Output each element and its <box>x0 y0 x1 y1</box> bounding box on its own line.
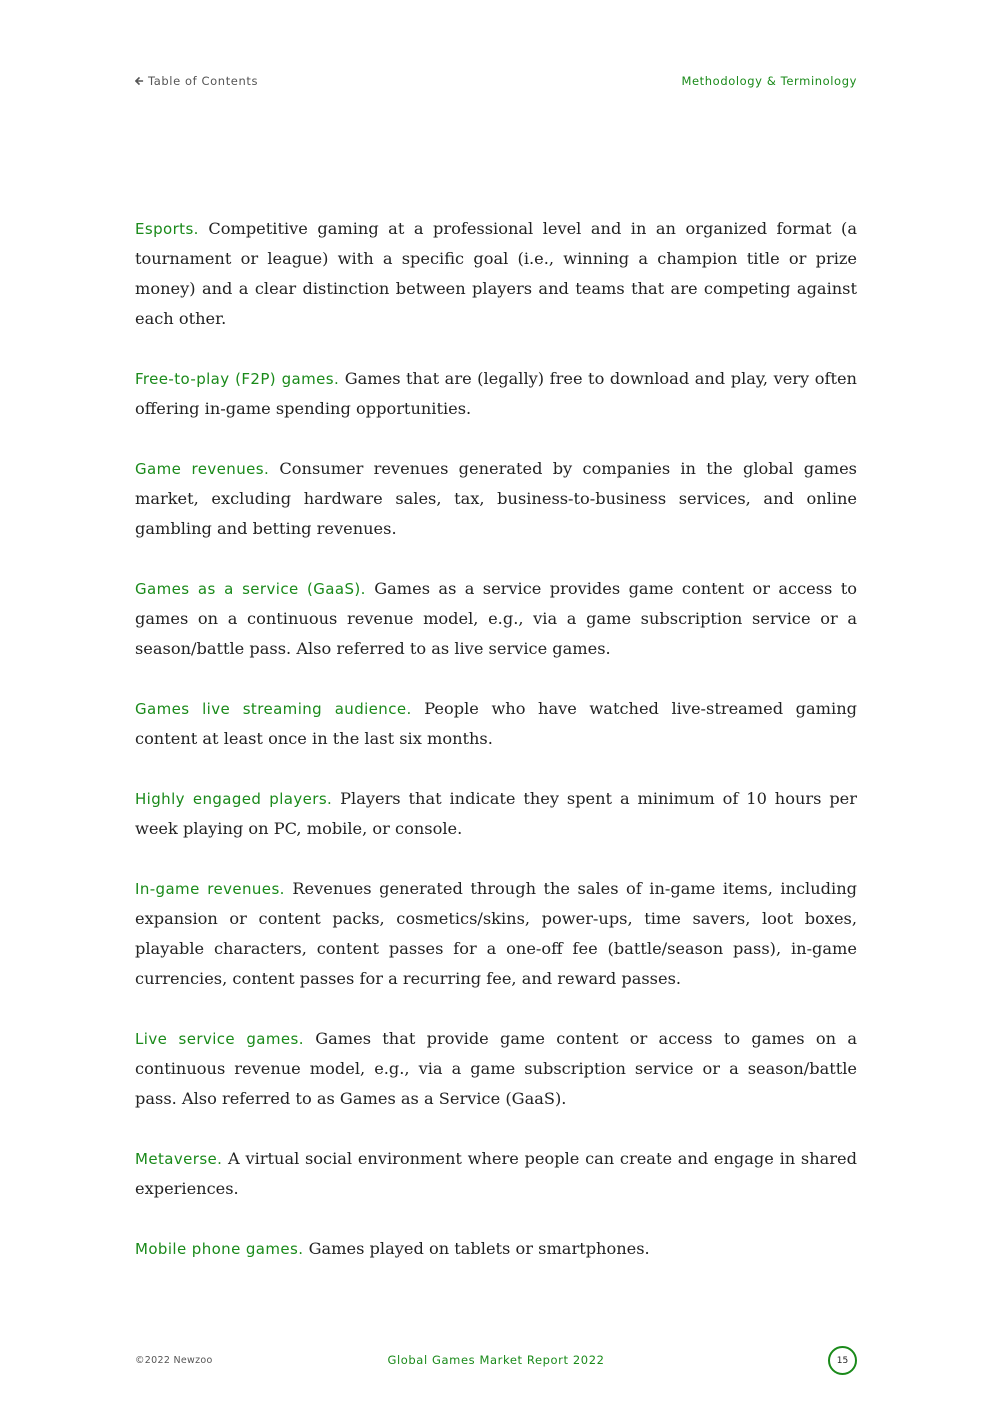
report-title: Global Games Market Report 2022 <box>387 1353 605 1367</box>
terminology-entry <box>135 454 857 544</box>
term-live-service-games: Live service games. <box>135 1030 304 1048</box>
terminology-entry <box>135 694 857 754</box>
term-games-live-streaming-audience: Games live streaming audience. <box>135 700 412 718</box>
definition-mobile-phone-games: Games played on tablets or smartphones. <box>308 1239 650 1258</box>
terminology-entry <box>135 1234 857 1264</box>
term-in-game-revenues: In-game revenues. <box>135 880 285 898</box>
terminology-entry <box>135 214 857 334</box>
term-metaverse: Metaverse. <box>135 1150 223 1168</box>
term-esports: Esports. <box>135 220 199 238</box>
term-free-to-play: Free-to-play (F2P) games. <box>135 370 340 388</box>
definition-metaverse: A virtual social environment where people can create and engage in shared experiences. <box>135 1149 857 1198</box>
definition-games-live-streaming-audience: People who have watched live-streamed gaming content at least once in the last six months. <box>135 699 857 748</box>
terminology-list <box>135 214 857 1294</box>
terminology-entry <box>135 1144 857 1204</box>
page-header <box>135 72 857 90</box>
term-highly-engaged-players: Highly engaged players. <box>135 790 333 808</box>
terminology-entry <box>135 574 857 664</box>
definition-live-service-games: Games that provide game content or access to games on a continuous revenue model, e.g., via a game subscription service or a season/battle pass. Also referred to as Games as a Service (GaaS). <box>135 1029 857 1108</box>
definition-highly-engaged-players: Players that indicate they spent a minimum of 10 hours per week playing on PC, mobile, or console. <box>135 789 857 838</box>
page-footer <box>135 1346 857 1376</box>
terminology-entry <box>135 784 857 844</box>
definition-free-to-play: Games that are (legally) free to download and play, very often offering in-game spending opportunities. <box>135 369 857 418</box>
terminology-entry <box>135 364 857 424</box>
term-mobile-phone-games: Mobile phone games. <box>135 1240 304 1258</box>
terminology-entry <box>135 874 857 994</box>
section-title: Methodology & Terminology <box>681 74 857 88</box>
page-number-badge: 15 <box>828 1346 857 1375</box>
terminology-entry <box>135 1024 857 1114</box>
arrow-left-icon <box>135 76 144 86</box>
definition-esports: Competitive gaming at a professional level and in an organized format (a tournament or league) with a specific goal (i.e., winning a champion title or prize money) and a clear distinction between players and teams that are competing against each other. <box>135 219 858 328</box>
definition-in-game-revenues: Revenues generated through the sales of in-game items, including expansion or content packs, cosmetics/skins, power-ups, time savers, loot boxes, playable characters, content passes for a one-off fee (battle/season pass), in-game currencies, content passes for a recurring fee, and reward passes. <box>135 879 857 988</box>
table-of-contents-label: Table of Contents <box>148 74 259 88</box>
table-of-contents-link[interactable] <box>135 74 258 88</box>
copyright-notice: ©2022 Newzoo <box>135 1355 213 1366</box>
definition-games-as-a-service: Games as a service provides game content or access to games on a continuous revenue model, e.g., via a game subscription service or a season/battle pass. Also referred to as live service games. <box>135 579 858 658</box>
definition-game-revenues: Consumer revenues generated by companies in the global games market, excluding hardware sales, tax, business-to-business services, and online gambling and betting revenues. <box>135 459 857 538</box>
term-games-as-a-service: Games as a service (GaaS). <box>135 580 366 598</box>
term-game-revenues: Game revenues. <box>135 460 270 478</box>
